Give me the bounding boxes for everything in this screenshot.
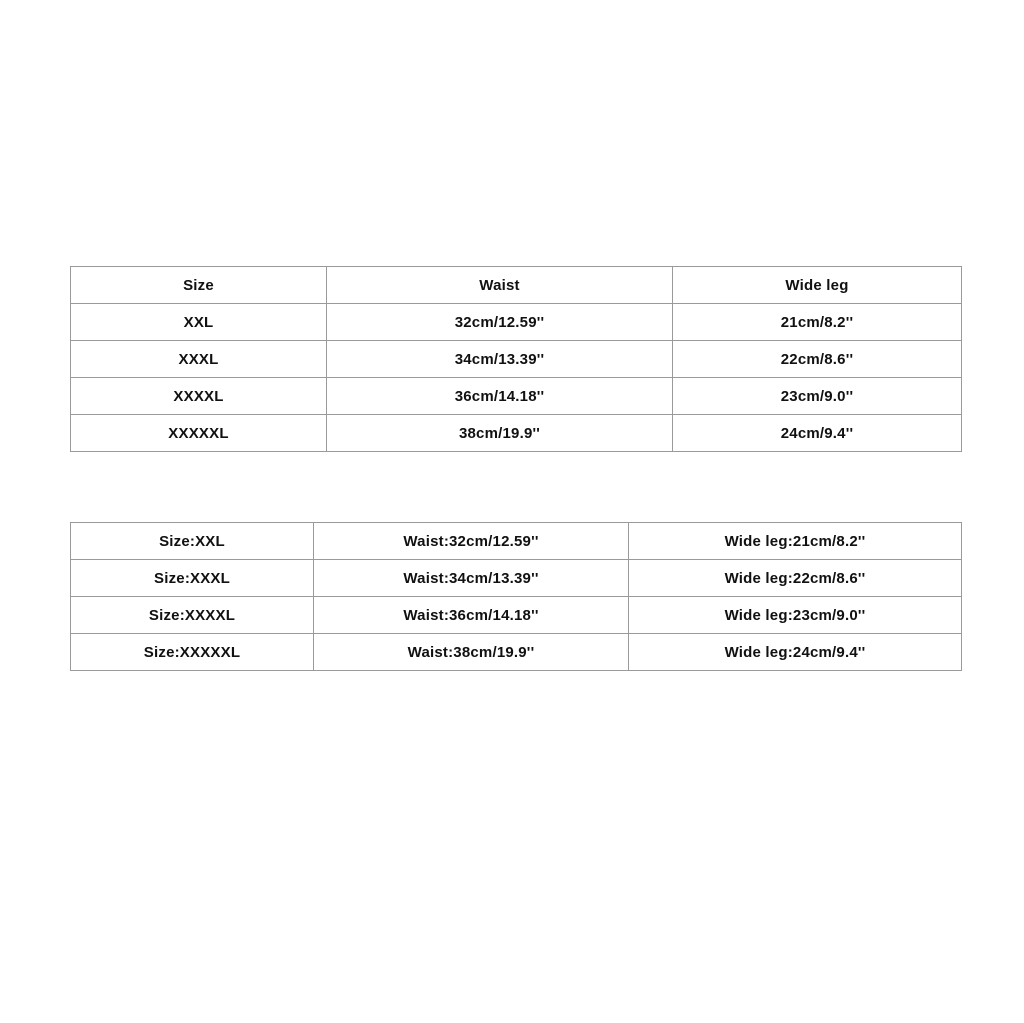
cell-size: Size:XXXXXL (71, 634, 314, 671)
table-row (71, 560, 962, 597)
cell-wide-leg: 22cm/8.6'' (673, 341, 962, 378)
cell-size: Size:XXXL (71, 560, 314, 597)
cell-size: XXXXL (71, 378, 327, 415)
header-wide-leg: Wide leg (673, 267, 962, 304)
cell-wide-leg: Wide leg:22cm/8.6'' (629, 560, 962, 597)
table-row (71, 634, 962, 671)
table-row (71, 415, 962, 452)
header-waist: Waist (327, 267, 673, 304)
size-chart-labeled-table (70, 522, 962, 671)
size-chart-table (70, 266, 962, 452)
cell-size: Size:XXXXL (71, 597, 314, 634)
cell-size: XXXXXL (71, 415, 327, 452)
table-row (71, 378, 962, 415)
cell-wide-leg: 21cm/8.2'' (673, 304, 962, 341)
cell-wide-leg: 24cm/9.4'' (673, 415, 962, 452)
table-row (71, 523, 962, 560)
cell-size: Size:XXL (71, 523, 314, 560)
cell-size: XXL (71, 304, 327, 341)
table-row (71, 341, 962, 378)
cell-waist: Waist:36cm/14.18'' (314, 597, 629, 634)
cell-waist: Waist:32cm/12.59'' (314, 523, 629, 560)
table-row (71, 304, 962, 341)
cell-waist: Waist:34cm/13.39'' (314, 560, 629, 597)
cell-size: XXXL (71, 341, 327, 378)
table-header-row (71, 267, 962, 304)
cell-wide-leg: 23cm/9.0'' (673, 378, 962, 415)
cell-waist: 32cm/12.59'' (327, 304, 673, 341)
header-size: Size (71, 267, 327, 304)
cell-wide-leg: Wide leg:21cm/8.2'' (629, 523, 962, 560)
cell-waist: Waist:38cm/19.9'' (314, 634, 629, 671)
cell-waist: 34cm/13.39'' (327, 341, 673, 378)
cell-waist: 38cm/19.9'' (327, 415, 673, 452)
table-row (71, 597, 962, 634)
cell-wide-leg: Wide leg:23cm/9.0'' (629, 597, 962, 634)
cell-waist: 36cm/14.18'' (327, 378, 673, 415)
cell-wide-leg: Wide leg:24cm/9.4'' (629, 634, 962, 671)
